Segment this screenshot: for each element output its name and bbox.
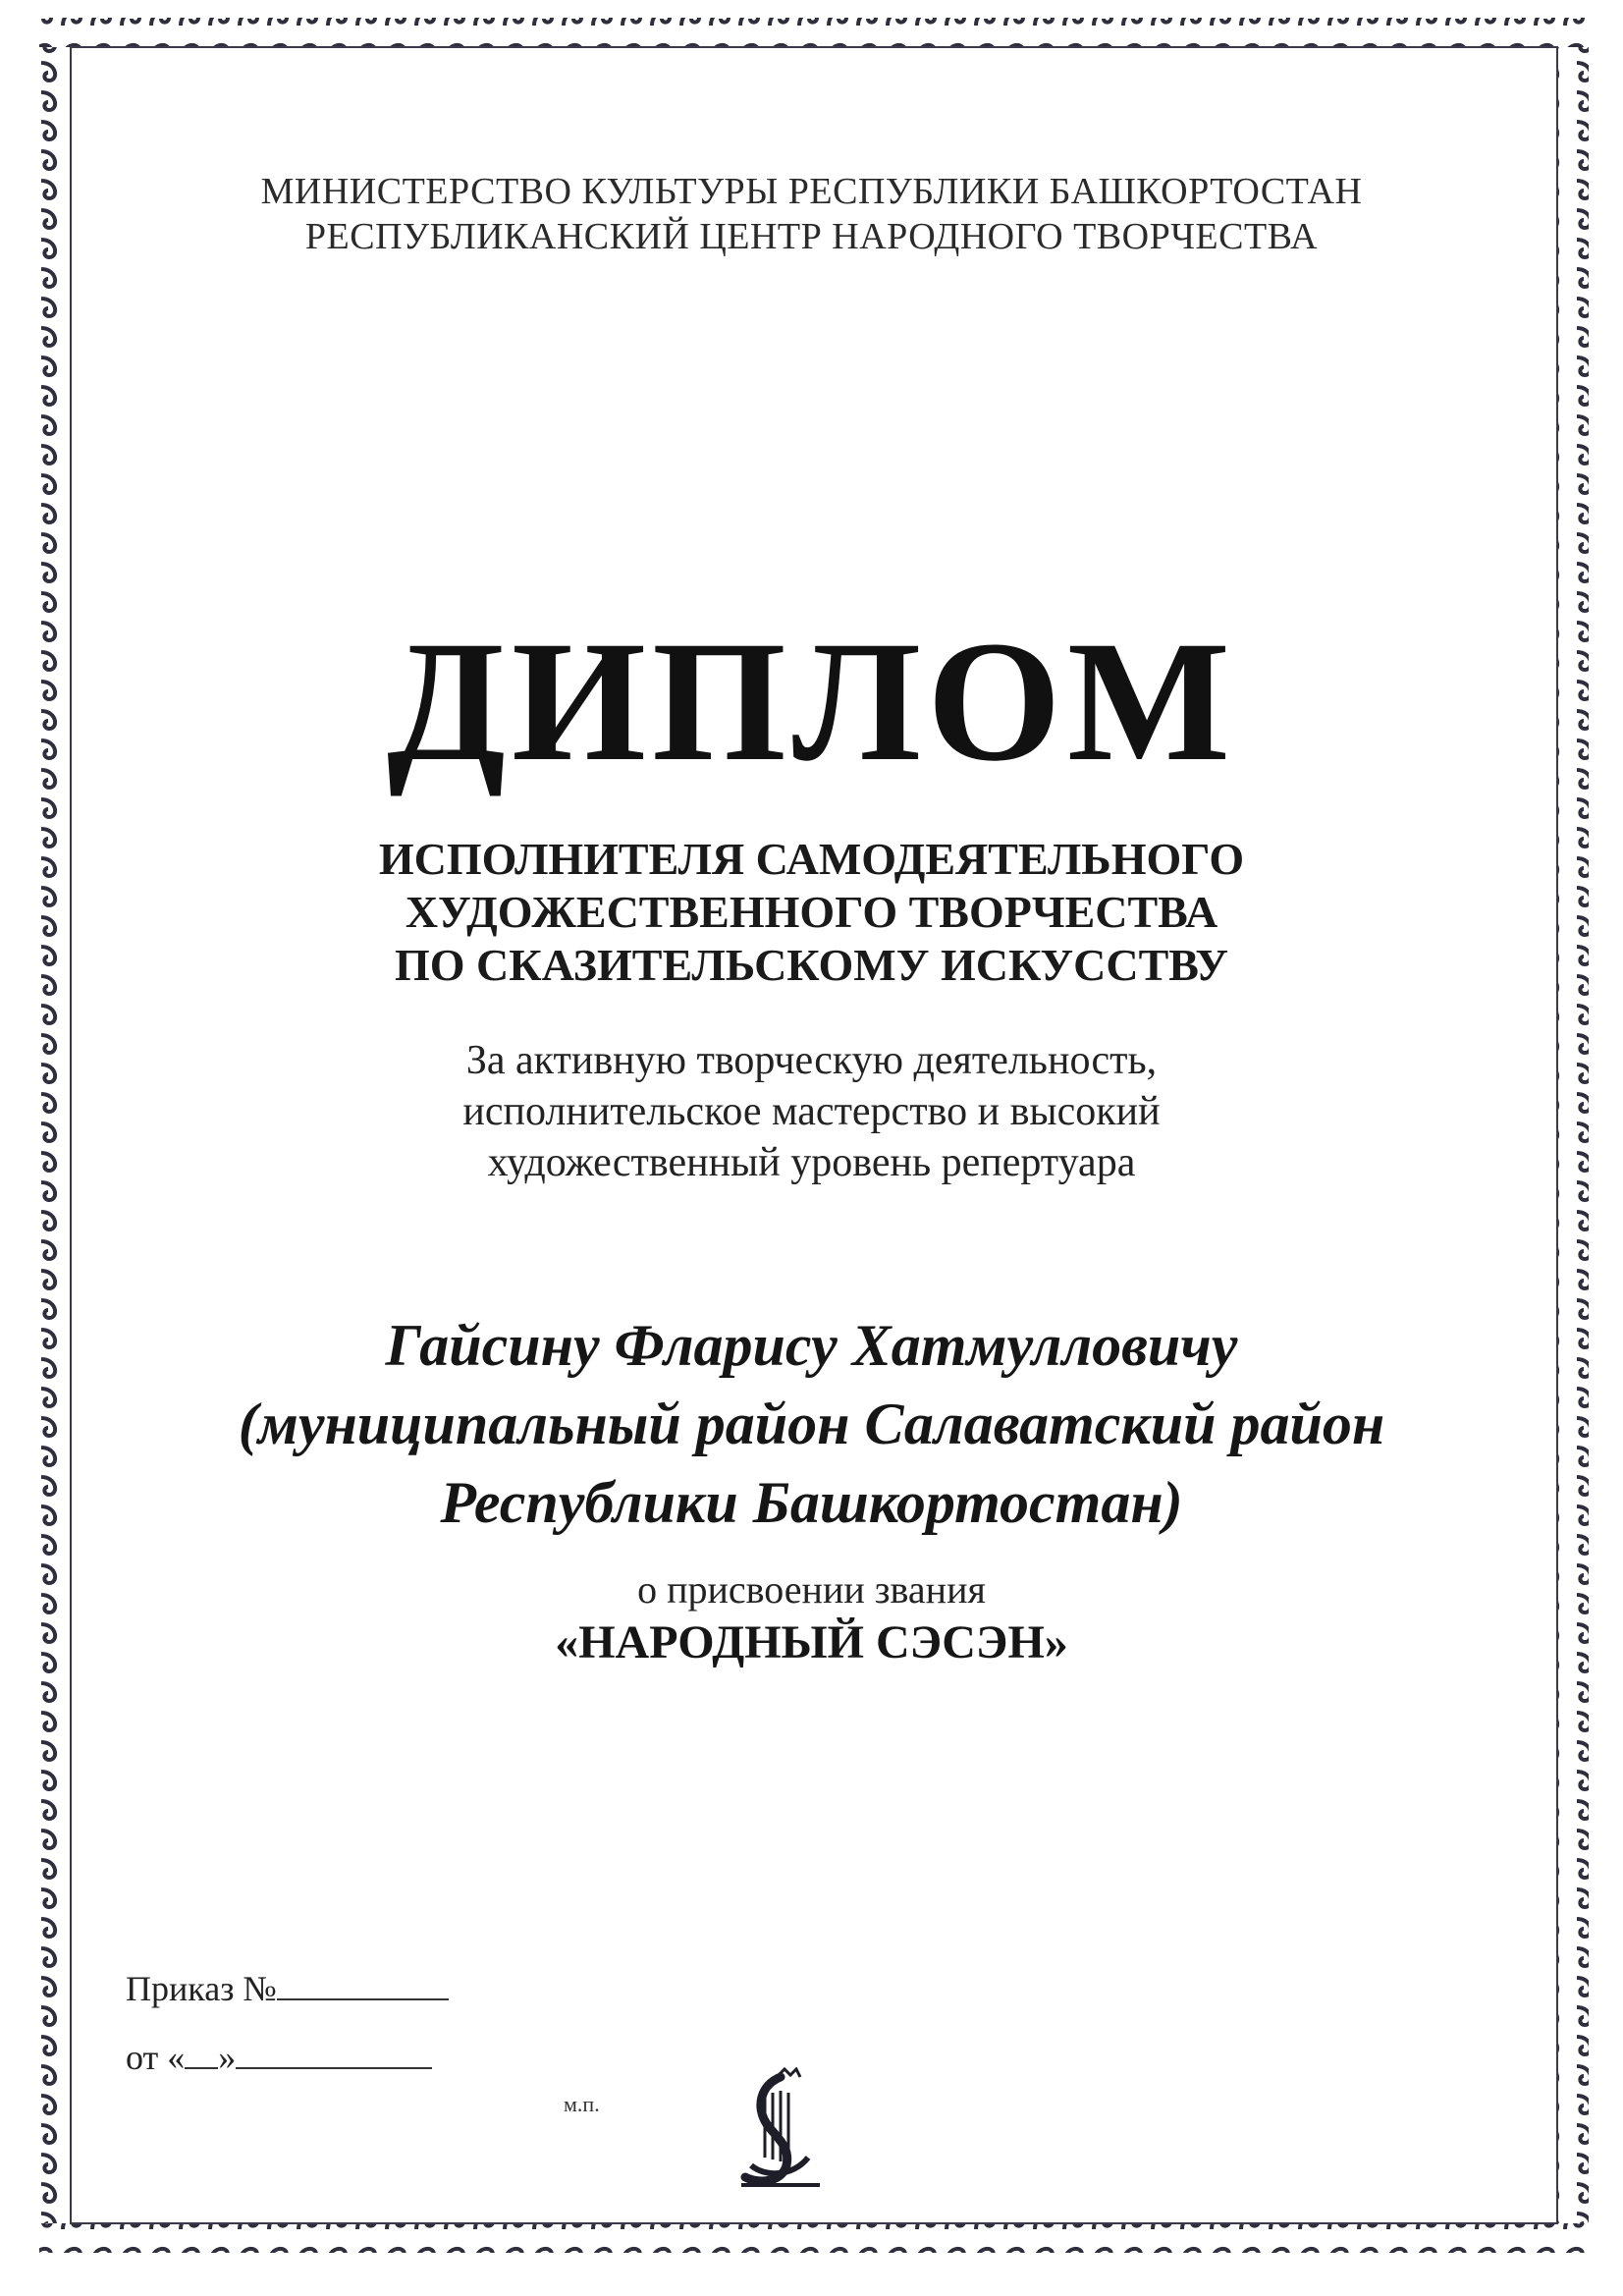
ministry-name: МИНИСТЕРСТВО КУЛЬТУРЫ РЕСПУБЛИКИ БАШКОРТОСТАН: [260, 171, 1363, 212]
order-date-line: [126, 2037, 432, 2078]
recipient-name: Гайсину Фларису Хатмулловичу: [385, 1313, 1238, 1378]
subtitle-line: ХУДОЖЕСТВЕННОГО ТВОРЧЕСТВА: [405, 887, 1218, 937]
award-intro: о присвоении звания: [637, 1567, 986, 1612]
recipient-block: [0, 1306, 1623, 1542]
border-bottom: [39, 2223, 1589, 2253]
stamp-place: м.п.: [564, 2092, 600, 2116]
award-title: «НАРОДНЫЙ СЭСЭН»: [555, 1616, 1068, 1668]
order-month-blank: [236, 2038, 432, 2069]
center-name: РЕСПУБЛИКАНСКИЙ ЦЕНТР НАРОДНОГО ТВОРЧЕСТВА: [304, 216, 1319, 257]
recipient-republic: Республики Башкортостан): [440, 1470, 1183, 1535]
order-date-prefix: от «: [126, 2038, 186, 2077]
order-number-label: Приказ №: [126, 1969, 277, 2008]
award-reason: [0, 1035, 1623, 1188]
diploma-title: ДИПЛОМ: [386, 606, 1237, 797]
diploma-subtitle: [0, 833, 1623, 992]
reason-line: исполнительское мастерство и высокий: [462, 1089, 1161, 1134]
border-top: [39, 18, 1589, 47]
lyre-swan-emblem-icon: [722, 2067, 839, 2195]
order-number-line: [126, 1968, 449, 2009]
recipient-district: (муниципальный район Салаватский район: [238, 1392, 1385, 1456]
order-day-blank: [185, 2038, 218, 2069]
reason-line: За активную творческую деятельность,: [465, 1038, 1158, 1083]
order-number-blank: [277, 1969, 449, 2000]
subtitle-line: ИСПОЛНИТЕЛЯ САМОДЕЯТЕЛЬНОГО: [378, 834, 1245, 884]
reason-line: художественный уровень репертуара: [487, 1140, 1136, 1185]
issuer-header: [0, 169, 1623, 259]
subtitle-line: ПО СКАЗИТЕЛЬСКОМУ ИСКУССТВУ: [395, 940, 1228, 990]
order-date-mid: »: [218, 2038, 237, 2077]
